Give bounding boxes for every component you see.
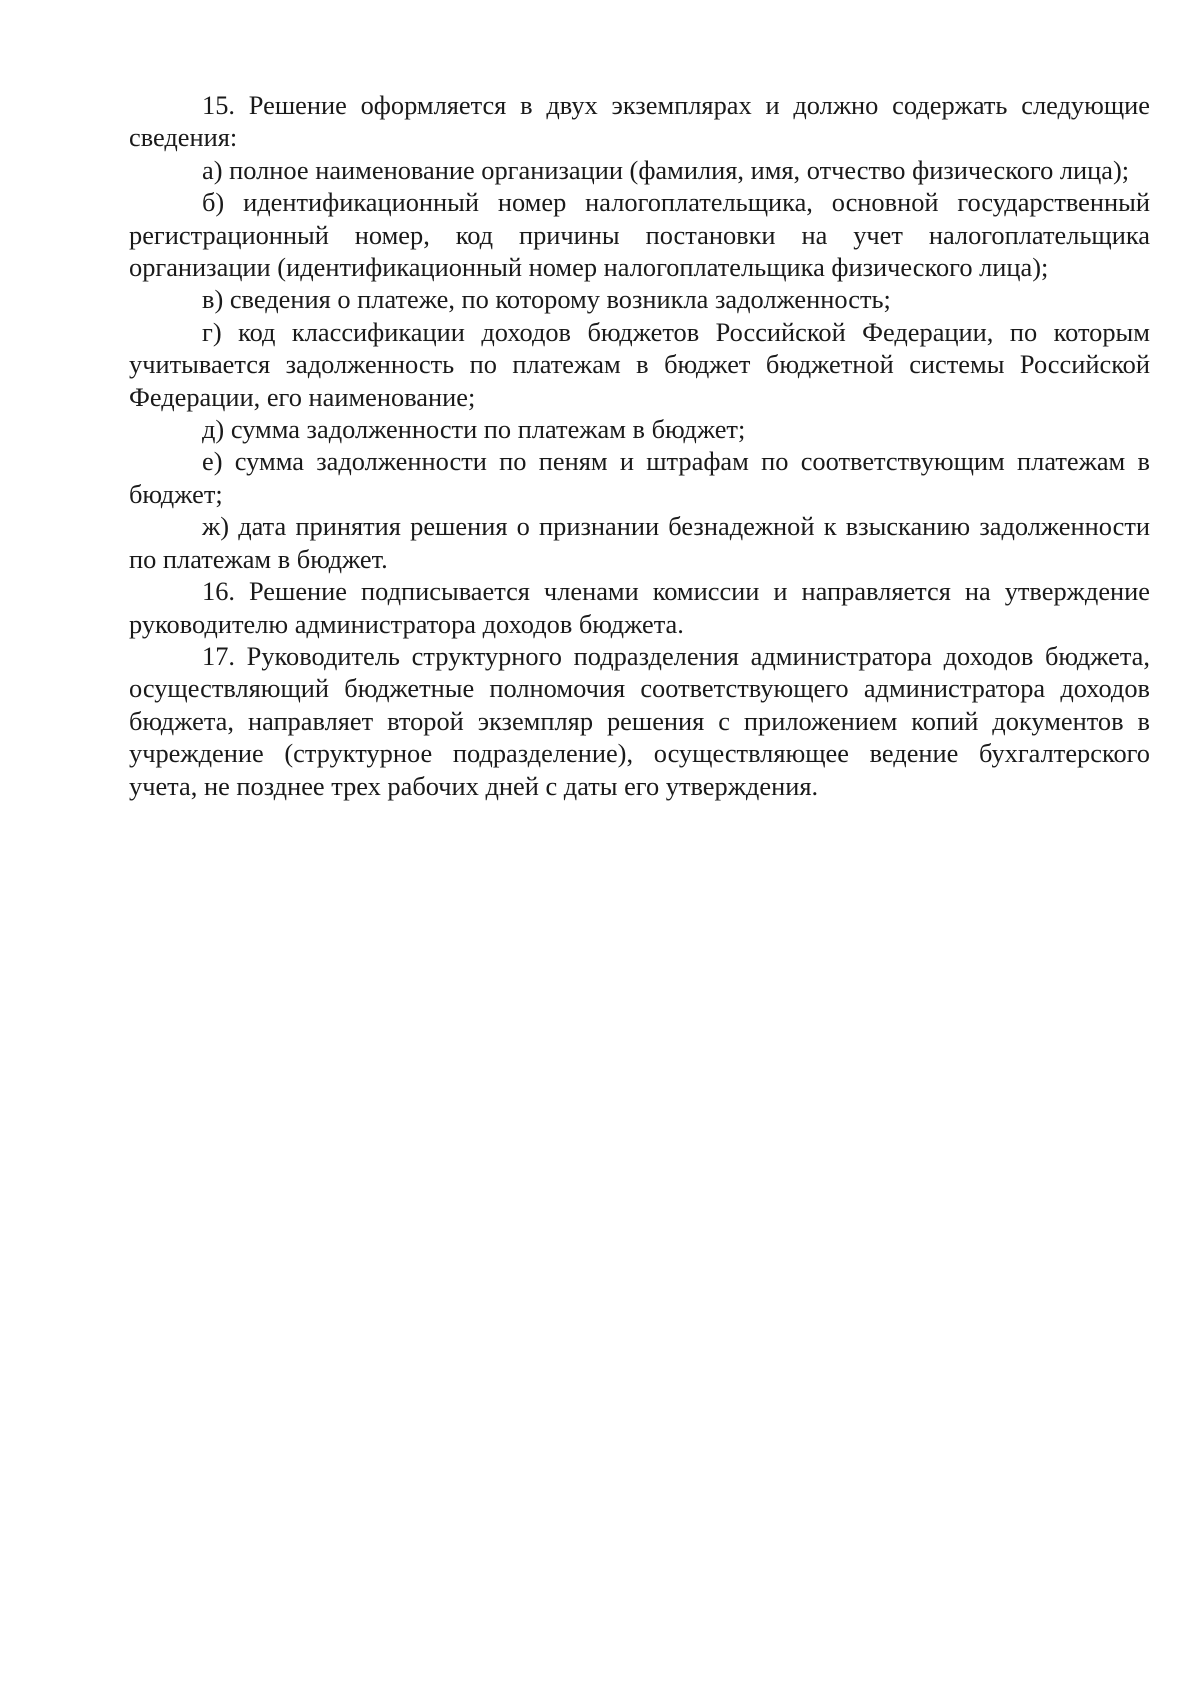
document-page bbox=[129, 89, 1150, 802]
paragraph-15-item-e: е) сумма задолженности по пеням и штрафам по соответствующим платежам в бюджет; bbox=[129, 446, 1150, 509]
paragraph-15-item-b: б) идентификационный номер налогоплательщика, основной государственный регистрационный номер, код причины постановки на учет налогоплательщика организации (идентификационный номер налогоплательщика физического лица); bbox=[129, 187, 1150, 283]
paragraph-15-item-g: г) код классификации доходов бюджетов Российской Федерации, по которым учитывается задолженность по платежам в бюджет бюджетной системы Российской Федерации, его наименование; bbox=[129, 316, 1150, 412]
paragraph-15-item-zh: ж) дата принятия решения о признании безнадежной к взысканию задолженности по платежам в бюджет. bbox=[129, 511, 1150, 574]
paragraph-15-item-d: д) сумма задолженности по платежам в бюджет; bbox=[202, 414, 746, 445]
paragraph-15-item-a: а) полное наименование организации (фамилия, имя, отчество физического лица); bbox=[202, 154, 1130, 185]
paragraph-17: 17. Руководитель структурного подразделения администратора доходов бюджета, осуществляющий бюджетные полномочия соответствующего администратора доходов бюджета, направляет второй экземпляр решения с приложением копий документов в учреждение (структурное подразделение), осуществляющее ведение бухгалтерского учета, не позднее трех рабочих дней с даты его утверждения. bbox=[129, 640, 1150, 801]
paragraph-16: 16. Решение подписывается членами комиссии и направляется на утверждение руководителю администратора доходов бюджета. bbox=[129, 576, 1150, 639]
paragraph-15: 15. Решение оформляется в двух экземплярах и должно содержать следующие сведения: bbox=[129, 90, 1150, 153]
paragraph-15-item-v: в) сведения о платеже, по которому возникла задолженность; bbox=[202, 284, 891, 315]
